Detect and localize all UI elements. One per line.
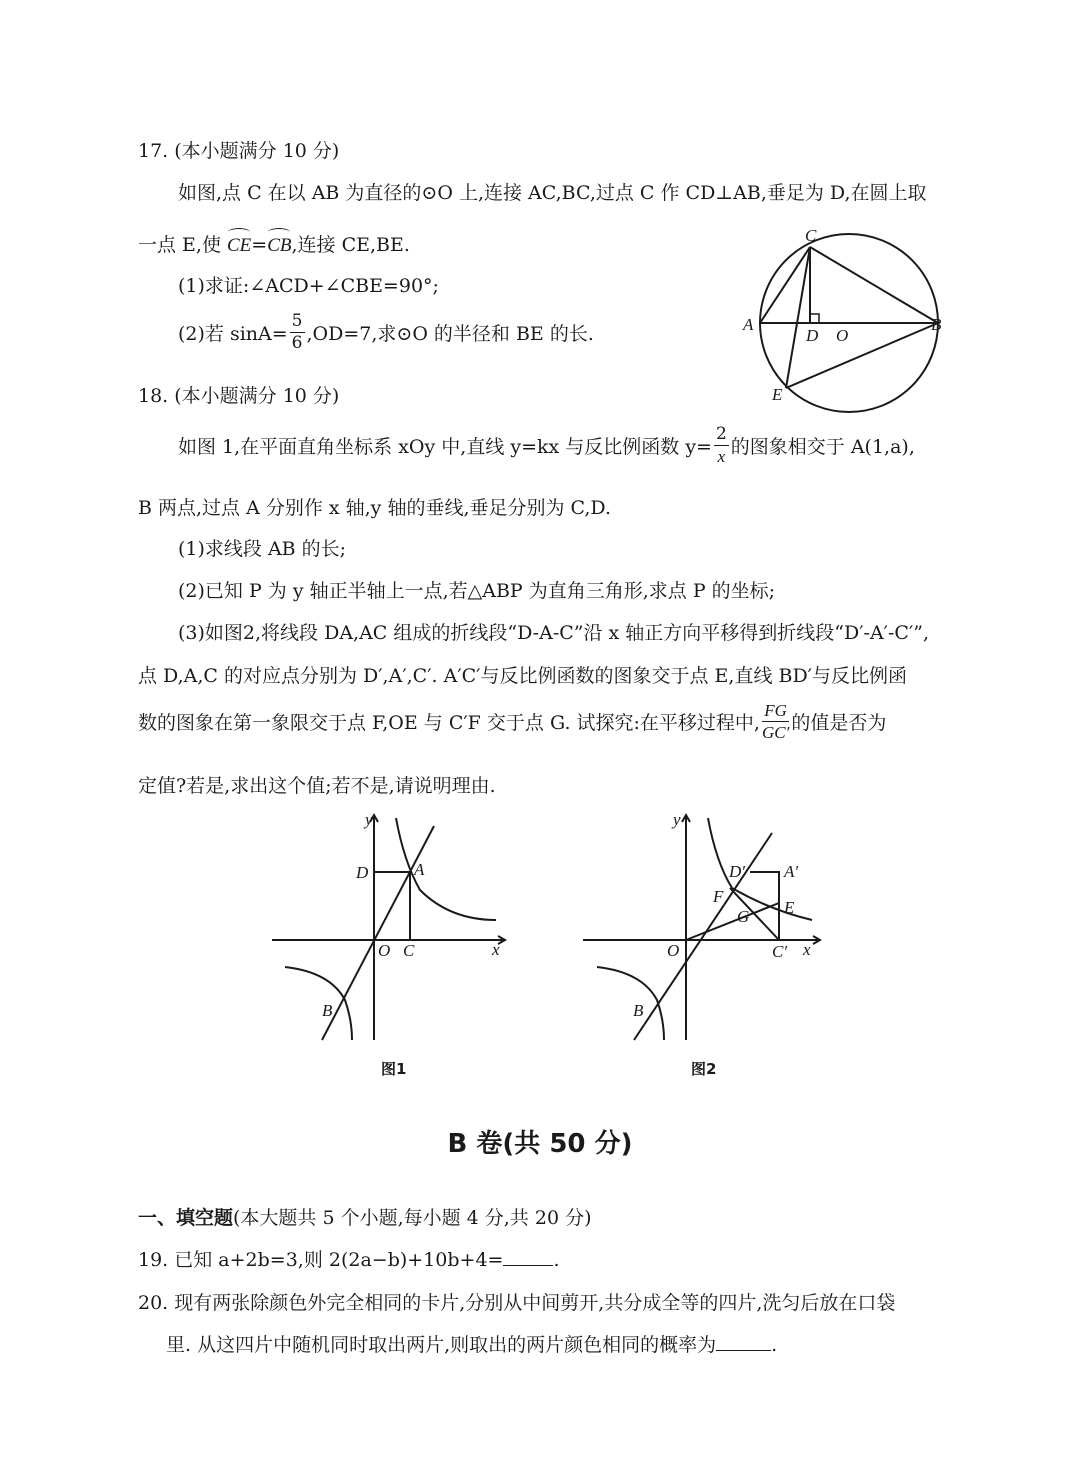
fig1-label-o: O xyxy=(378,941,391,960)
fig2-label-f: F xyxy=(713,887,724,906)
q18-part3-line3-pre: 数的图象在第一象限交于点 F,OE 与 C′F 交于点 G. 试探究:在平移过程中, xyxy=(138,712,760,734)
fig1-label-y: y xyxy=(365,810,373,829)
label-o: O xyxy=(836,326,849,345)
fill-header-rest: (本大题共 5 个小题,每小题 4 分,共 20 分) xyxy=(233,1207,592,1229)
q20-line1: 20. 现有两张除颜色外完全相同的卡片,分别从中间剪开,共分成全等的四片,洗匀后放在口袋 xyxy=(138,1292,896,1314)
fg-num: FG xyxy=(764,701,787,720)
label-e: E xyxy=(772,385,783,404)
fig2-label-o: O xyxy=(667,941,680,960)
q18-part3-line3-post: 的值是否为 xyxy=(791,712,887,734)
sin-fraction xyxy=(290,313,305,352)
label-d: D xyxy=(806,326,819,345)
figure-2 xyxy=(575,805,835,1095)
arc-cb: CB xyxy=(267,235,292,256)
q18-part2: (2)已知 P 为 y 轴正半轴上一点,若△ABP 为直角三角形,求点 P 的坐标; xyxy=(178,580,776,602)
q17-header: 17. (本小题满分 10 分) xyxy=(138,140,340,162)
segment-oe xyxy=(686,903,779,940)
sin-den: 6 xyxy=(291,333,303,353)
q18-part1: (1)求线段 AB 的长; xyxy=(178,538,347,560)
q18-line2: B 两点,过点 A 分别作 x 轴,y 轴的垂线,垂足分别为 C,D. xyxy=(138,497,612,519)
figure-1 xyxy=(260,805,520,1095)
fig2-label-g: G xyxy=(737,907,750,926)
q17-eq: = xyxy=(251,234,268,256)
fig2-label-y: y xyxy=(673,810,681,829)
fill-header xyxy=(138,1203,592,1230)
sin-num: 5 xyxy=(291,311,303,331)
label-a: A xyxy=(743,315,754,334)
fig2-caption: 图2 xyxy=(691,1060,717,1078)
fig2-label-b: B xyxy=(633,1001,644,1020)
fig2-label-e: E xyxy=(784,898,795,917)
q18-part3-line1: (3)如图2,将线段 DA,AC 组成的折线段“D-A-C”沿 x 轴正方向平移得到折线段“D′-A′-C′”, xyxy=(178,622,930,644)
q18-header: 18. (本小题满分 10 分) xyxy=(138,385,340,407)
label-b: B xyxy=(931,315,942,334)
q17-line1: 如图,点 C 在以 AB 为直径的⊙O 上,连接 AC,BC,过点 C 作 CD⊥AB,垂足为 D,在圆上取 xyxy=(178,182,927,204)
q18-part3-line2: 点 D,A,C 的对应点分别为 D′,A′,C′. A′C′与反比例函数的图象交于点 E,直线 BD′与反比例函 xyxy=(138,665,907,687)
q19-text: 19. 已知 a+2b=3,则 2(2a−b)+10b+4= xyxy=(138,1249,504,1271)
q18-part3-line3 xyxy=(138,702,886,741)
circle-figure xyxy=(730,220,970,420)
q19-period: . xyxy=(553,1249,560,1271)
q20-answer-blank[interactable] xyxy=(716,1334,771,1351)
chord-cb xyxy=(810,247,938,323)
q18-line1 xyxy=(178,426,915,465)
section-b-title: B 卷(共 50 分) xyxy=(447,1129,633,1159)
fig2-label-c: C′ xyxy=(772,942,788,961)
q17-part2-pre: (2)若 sinA= xyxy=(178,323,288,345)
q17-line2-pre: 一点 E,使 xyxy=(138,234,227,256)
line-bd xyxy=(634,833,772,1040)
q17-line2 xyxy=(138,230,410,257)
label-c: C xyxy=(805,226,817,245)
q17-part2 xyxy=(178,313,594,352)
arc-ce: CE xyxy=(227,235,252,256)
fg-fraction xyxy=(762,702,789,741)
q18-line1-post: 的图象相交于 A(1,a), xyxy=(730,436,915,458)
fg-den: GC′ xyxy=(761,723,790,742)
right-angle-mark xyxy=(810,314,819,323)
q17-line2-post: ,连接 CE,BE. xyxy=(291,234,410,256)
fig2-label-d: D′ xyxy=(729,862,745,881)
q20-text: 里. 从这四片中随机同时取出两片,则取出的两片颜色相同的概率为 xyxy=(166,1334,717,1356)
fill-header-bold: 一、填空题 xyxy=(138,1207,234,1229)
q19 xyxy=(138,1245,560,1272)
fig1-label-x: x xyxy=(492,940,500,959)
line-y-kx xyxy=(322,826,434,1040)
inverse-num: 2 xyxy=(715,424,727,444)
q18-line1-pre: 如图 1,在平面直角坐标系 xOy 中,直线 y=kx 与反比例函数 y= xyxy=(178,436,712,458)
fig2-label-a: A′ xyxy=(784,862,799,881)
fig1-caption: 图1 xyxy=(381,1060,407,1078)
fig1-label-a: A xyxy=(414,860,425,879)
fig1-label-c: C xyxy=(403,941,415,960)
hyperbola-q3-2 xyxy=(597,967,664,1040)
fig1-label-d: D xyxy=(356,863,369,882)
q19-answer-blank[interactable] xyxy=(503,1249,553,1266)
q17-part2-post: ,OD=7,求⊙O 的半径和 BE 的长. xyxy=(306,323,594,345)
fig1-label-b: B xyxy=(322,1001,333,1020)
translated-polyline xyxy=(750,872,779,940)
fig2-label-x: x xyxy=(803,940,811,959)
chord-ce xyxy=(786,247,810,388)
inverse-den: x xyxy=(717,447,726,466)
q18-part3-line4: 定值?若是,求出这个值;若不是,请说明理由. xyxy=(138,775,496,797)
q20-line2 xyxy=(166,1330,777,1357)
q20-period: . xyxy=(771,1334,778,1356)
q17-part1: (1)求证:∠ACD+∠CBE=90°; xyxy=(178,275,439,297)
inverse-fraction xyxy=(714,426,729,465)
